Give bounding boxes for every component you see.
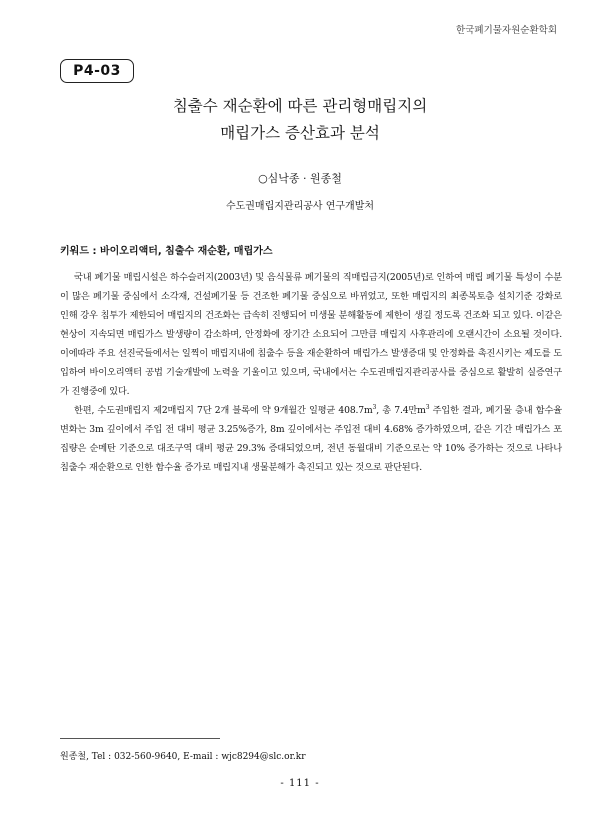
p2-text-c: 주입한 결과, 폐기물 층내 함수율 변화는 3m 깊이에서 주입 전 대비 평균 3.25%증가, 8m 깊이에서는 주입전 대비 4.68% 증가하였으며, 같은 기간 매립가스 포집량은 순메탄 기준으로 대조구역 대비 평균 29.3% 증대되었으며, 전년 동월대비 기준으로는 약 10% 증가하는 것으로 나타나 침출수 재순환으로 인한 함수율 증가로 매립지내 생물분해가 촉진되고 있는 것으로 판단된다.	[60, 405, 562, 473]
paper-title-line2: 매립가스 증산효과 분석	[220, 124, 380, 142]
p2-text-b: , 총 7.4만m	[376, 405, 426, 416]
authors: ○심낙종 · 원종철	[258, 172, 342, 185]
header-organization: 한국폐기물자원순환학회	[456, 25, 557, 36]
paragraph-2	[60, 401, 562, 477]
p2-text-a: 한편, 수도권매립지 제2매립지 7단 2개 블록에 약 9개월간 일평균 408.7m	[74, 405, 373, 416]
superscript-unit: 3	[425, 403, 430, 411]
superscript-unit: 3	[372, 403, 377, 411]
footnote-divider	[60, 738, 220, 739]
paper-title-line1: 침출수 재순환에 따른 관리형매립지의	[172, 97, 428, 115]
keywords: 키워드 : 바이오리액터, 침출수 재순환, 매립가스	[60, 246, 273, 257]
paragraph-1: 국내 폐기물 매립시설은 하수슬러지(2003년) 및 음식물류 폐기물의 직매립금지(2005년)로 인하여 매립 폐기물 특성이 수분이 많은 폐기물 중심에서 소각재, 건설폐기물 등 건조한 폐기물 중심으로 바뀌었고, 또한 매립지의 최종복토층 설치기준 강화로 인해 강우 침투가 제한되어 매립지의 건조화는 급속히 진행되어 미생물 분해활동에 제한이 생길 정도록 건조화 되고 있다. 이같은 현상이 지속되면 매립가스 발생량이 감소하며, 안정화에 장기간 소요되어 그만큼 매립지 사후관리에 오랜시간이 소요될 것이다. 이에따라 주요 선진국들에서는 일찍이 매립지내에 침출수 등을 재순환하여 매립가스 발생증대 및 안정화를 촉진시키는 제도를 도입하여 바이오리액터 공법 기술개발에 노력을 기울이고 있으며, 국내에서는 수도권매립지관리공사를 중심으로 활발히 실증연구가 진행중에 있다.	[60, 272, 562, 397]
paper-code-badge: P4-03	[60, 59, 134, 83]
affiliation: 수도권매립지관리공사 연구개발처	[225, 201, 375, 212]
page-number: - 111 -	[280, 778, 320, 789]
body-text	[60, 268, 562, 477]
footnote-contact: 원종철, Tel : 032-560-9640, E-mail : wjc8294@slc.or.kr	[60, 752, 306, 762]
